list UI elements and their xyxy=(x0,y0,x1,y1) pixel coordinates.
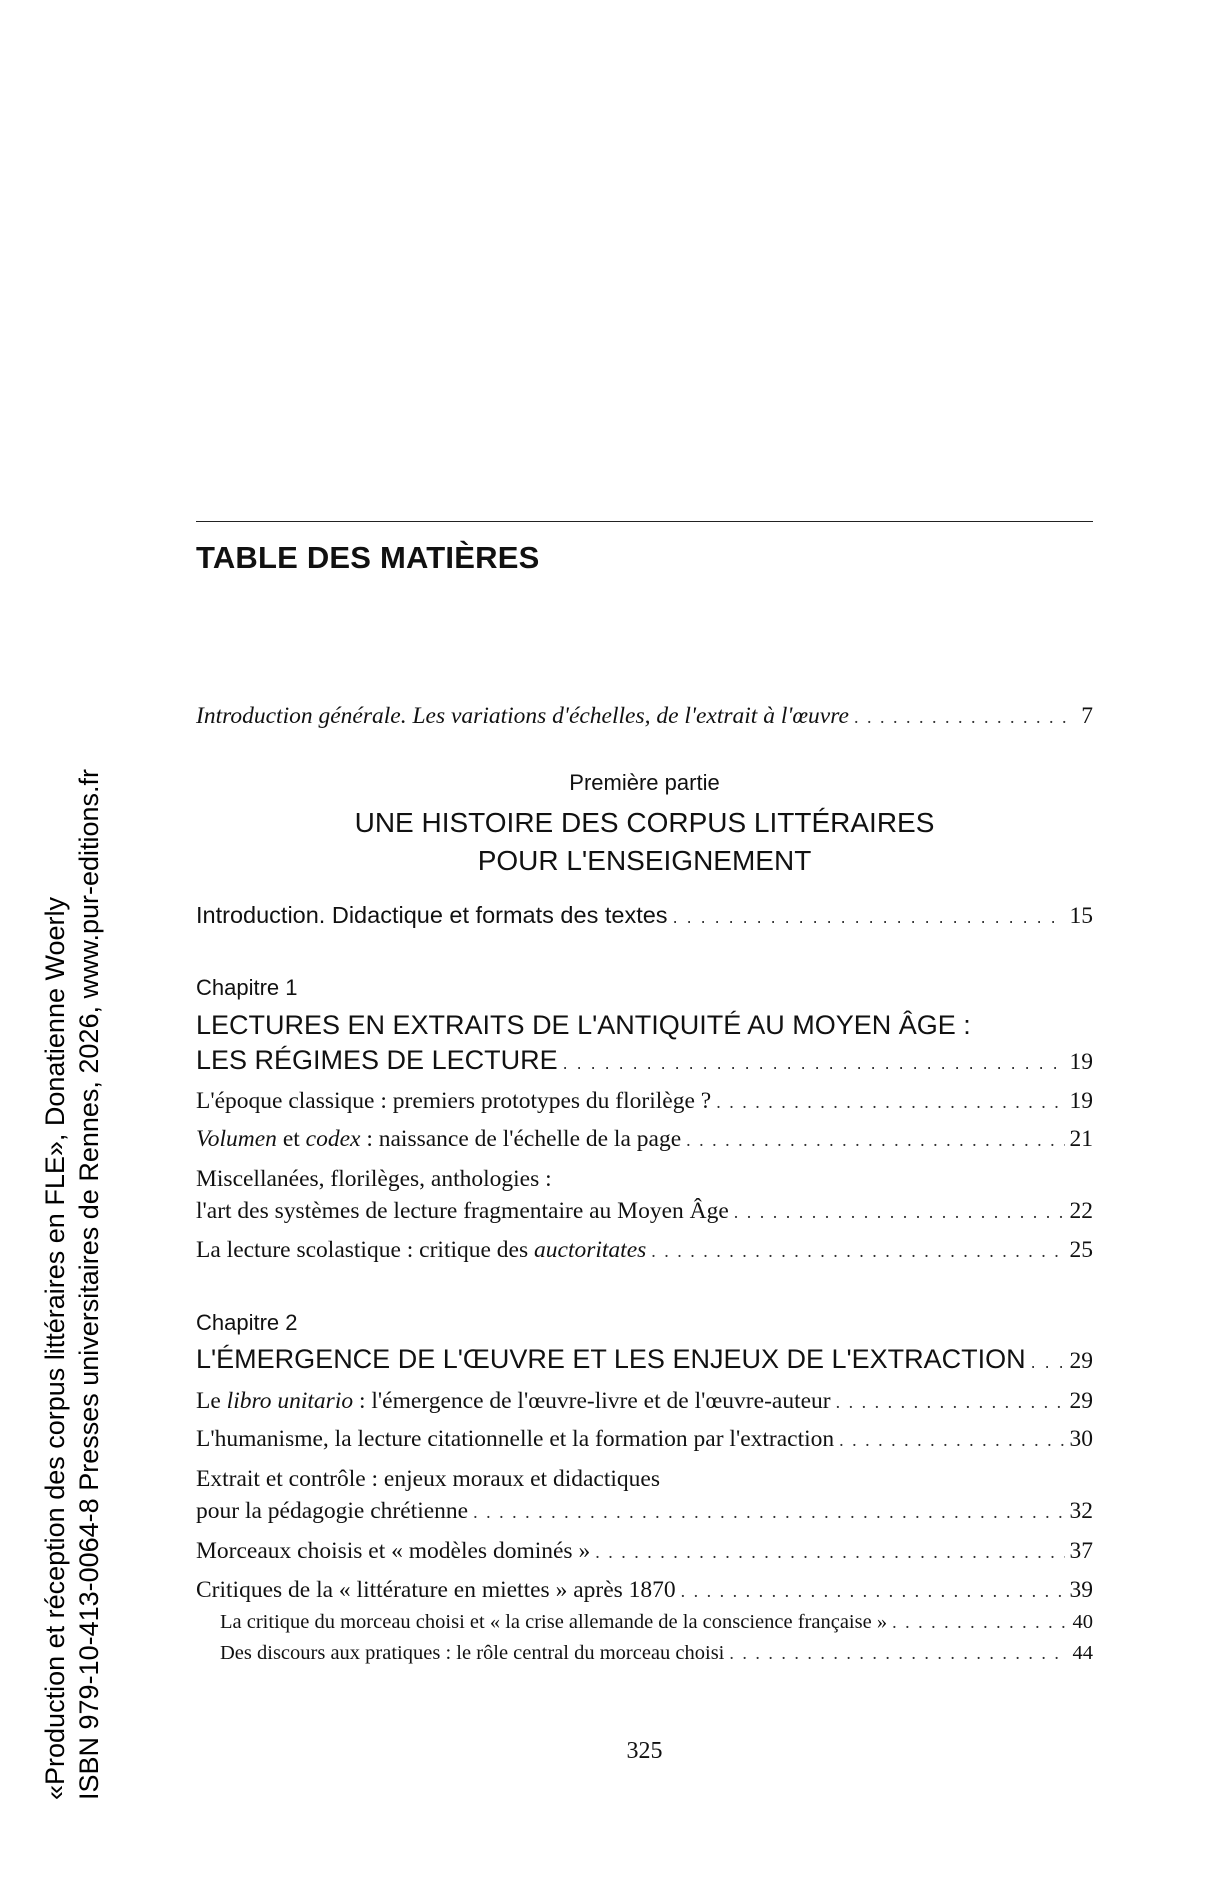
page-number: 325 xyxy=(626,1738,663,1764)
toc-entry-title-line-2: l'art des systèmes de lecture fragmentaire au Moyen Âge xyxy=(196,1198,729,1224)
leader-dots xyxy=(686,1130,1064,1151)
page-title: TABLE DES MATIÈRES xyxy=(196,540,540,575)
toc-page-number: 29 xyxy=(1069,1348,1093,1374)
toc-page-number: 7 xyxy=(1081,703,1093,729)
chapter-title-line-2: LES RÉGIMES DE LECTURE xyxy=(196,1045,558,1075)
leader-dots xyxy=(729,1643,1067,1664)
chapter-title: L'ÉMERGENCE DE L'ŒUVRE ET LES ENJEUX DE L'EXTRACTION xyxy=(196,1344,1026,1374)
toc-entry-title: Le libro unitario : l'émergence de l'œuvre-livre et de l'œuvre-auteur xyxy=(196,1388,831,1414)
leader-dots xyxy=(473,1502,1064,1523)
toc-entry-title-line-1: Miscellanées, florilèges, anthologies : xyxy=(196,1166,552,1192)
toc-entry-title: L'humanisme, la lecture citationnelle et la formation par l'extraction xyxy=(196,1426,835,1452)
toc-page-number: 37 xyxy=(1069,1538,1093,1564)
toc-entry-section[interactable] xyxy=(196,1538,1093,1565)
toc-entry-section[interactable] xyxy=(196,1126,1093,1153)
toc-page-number: 21 xyxy=(1069,1126,1093,1152)
toc-entry-title: Introduction. Didactique et formats des textes xyxy=(196,902,668,928)
chapter-label: Chapitre 2 xyxy=(196,1310,298,1335)
toc-entry-title: Introduction générale. Les variations d'échelles, de l'extrait à l'œuvre xyxy=(196,703,849,729)
leader-dots xyxy=(734,1202,1065,1223)
toc-page-number: 25 xyxy=(1069,1237,1093,1263)
toc-entry-title-line-2: pour la pédagogie chrétienne xyxy=(196,1498,469,1524)
toc-page-number: 15 xyxy=(1069,903,1093,929)
toc-entry-title: Des discours aux pratiques : le rôle central du morceau choisi xyxy=(220,1642,725,1664)
part-label: Première partie xyxy=(569,770,720,795)
toc-entry-title-line-1: Extrait et contrôle : enjeux moraux et didactiques xyxy=(196,1466,660,1492)
toc-entry-section[interactable] xyxy=(196,1237,1093,1264)
toc-entry-part1-intro[interactable] xyxy=(196,902,1093,930)
toc-entry-chapter-2[interactable] xyxy=(196,1344,1093,1375)
toc-page-number: 39 xyxy=(1069,1577,1093,1603)
toc-page-number: 22 xyxy=(1069,1198,1093,1224)
side-note-line-2: ISBN 979-10-413-0064-8 Presses universitaires de Rennes, 2026, www.pur-editions.fr xyxy=(74,768,104,1800)
toc-entry-subsection[interactable] xyxy=(220,1642,1093,1665)
leader-dots xyxy=(892,1612,1067,1633)
toc-page-number: 19 xyxy=(1069,1049,1093,1075)
chapter-label: Chapitre 1 xyxy=(196,975,298,1000)
toc-entry-title: La critique du morceau choisi et « la crise allemande de la conscience française » xyxy=(220,1611,888,1633)
toc-entry-intro-generale[interactable] xyxy=(196,703,1093,730)
leader-dots xyxy=(673,907,1065,928)
leader-dots xyxy=(836,1392,1065,1413)
toc-entry-subsection[interactable] xyxy=(220,1611,1093,1634)
leader-dots xyxy=(716,1092,1064,1113)
toc-entry-section[interactable] xyxy=(196,1426,1093,1453)
leader-dots xyxy=(839,1430,1064,1451)
part-title xyxy=(196,804,1093,880)
toc-entry-title: Morceaux choisis et « modèles dominés » xyxy=(196,1538,591,1564)
toc-entry-section[interactable] xyxy=(196,1388,1093,1415)
toc-entry-title: Volumen et codex : naissance de l'échelle de la page xyxy=(196,1126,682,1152)
toc-entry-title: Critiques de la « littérature en miettes » après 1870 xyxy=(196,1577,676,1603)
toc-entry-title: La lecture scolastique : critique des auctoritates xyxy=(196,1237,647,1263)
toc-entry-section[interactable] xyxy=(196,1088,1093,1115)
toc-page-number: 44 xyxy=(1072,1642,1093,1664)
toc-entry-section[interactable] xyxy=(196,1198,1093,1225)
part-title-line-1: UNE HISTOIRE DES CORPUS LITTÉRAIRES xyxy=(354,807,935,838)
toc-entry-section[interactable] xyxy=(196,1577,1093,1604)
side-note-line-1: «Production et réception des corpus littéraires en FLE», Donatienne Woerly xyxy=(40,897,70,1800)
toc-page-number: 32 xyxy=(1069,1498,1093,1524)
toc-entry-section[interactable] xyxy=(196,1498,1093,1525)
leader-dots xyxy=(651,1241,1064,1262)
toc-page-number: 29 xyxy=(1069,1388,1093,1414)
toc-page-number: 19 xyxy=(1069,1088,1093,1114)
toc-entry-title: L'époque classique : premiers prototypes du florilège ? xyxy=(196,1088,712,1114)
leader-dots xyxy=(595,1542,1064,1563)
chapter-title-line-1: LECTURES EN EXTRAITS DE L'ANTIQUITÉ AU MOYEN ÂGE : xyxy=(196,1010,971,1040)
leader-dots xyxy=(681,1581,1065,1602)
part-title-line-2: POUR L'ENSEIGNEMENT xyxy=(477,845,812,876)
toc-entry-chapter-1[interactable] xyxy=(196,1045,1093,1076)
toc-page-number: 40 xyxy=(1072,1611,1093,1633)
side-copyright-note xyxy=(38,768,106,1800)
leader-dots xyxy=(563,1053,1065,1074)
top-rule xyxy=(196,521,1093,522)
leader-dots xyxy=(1031,1352,1065,1373)
toc-page-number: 30 xyxy=(1069,1426,1093,1452)
leader-dots xyxy=(854,707,1076,728)
